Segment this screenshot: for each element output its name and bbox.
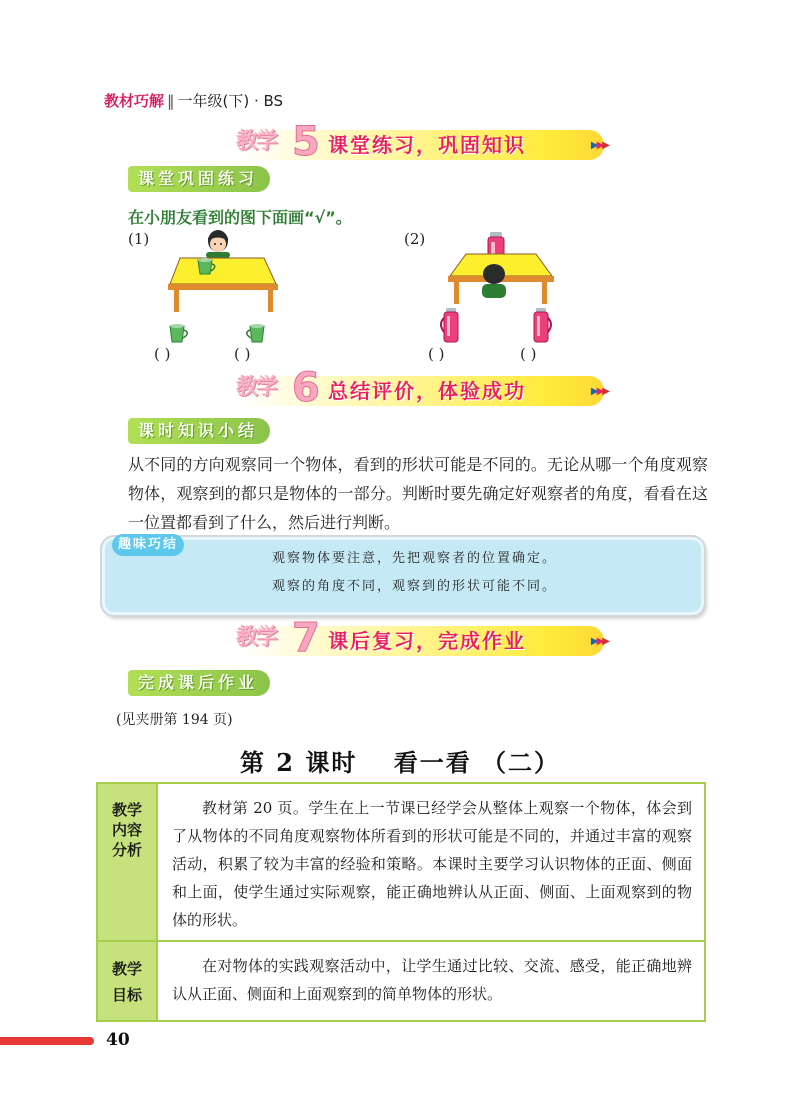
lesson-info-table	[96, 782, 706, 1022]
arrow-icon: ▶▶▶	[590, 386, 608, 397]
step-title: 总结评价，体验成功	[328, 379, 526, 403]
grade-label: 一年级(下) · BS	[177, 92, 284, 110]
step-number: 5	[292, 119, 320, 165]
header-separator: ‖	[167, 92, 175, 110]
fun-summary-tag: 趣味巧结	[112, 534, 184, 556]
step-tag: 教学	[236, 625, 277, 650]
answer-blank[interactable]: ( )	[520, 345, 537, 363]
exercise-2-illustration	[436, 228, 566, 310]
row-label-text: 教学目标	[111, 960, 142, 1004]
thermos-option-2-icon	[528, 306, 554, 346]
table-divider	[98, 940, 704, 942]
step-tag: 教学	[236, 129, 277, 154]
answer-blank[interactable]: ( )	[428, 345, 445, 363]
arrow-icon: ▶▶▶	[590, 636, 608, 647]
row-label-teaching-goals	[98, 956, 156, 1008]
exercise-2-label: (2)	[404, 230, 426, 248]
page-number: 40	[106, 1030, 130, 1050]
fun-line-1: 观察物体要注意，先把观察者的位置确定。	[272, 551, 558, 566]
cup-option-2-icon	[240, 322, 270, 346]
exercise-instruction: 在小朋友看到的图下面画“√”。	[128, 208, 352, 227]
step5-banner	[236, 119, 608, 168]
exercise-1-label: (1)	[128, 230, 150, 248]
step-tag: 教学	[236, 375, 277, 400]
summary-paragraph: 从不同的方向观察同一个物体，看到的形状可能是不同的。无论从哪一个角度观察物体，观察到的都只是物体的一部分。判断时要先确定好观察者的角度，看看在这一位置都看到了什么，然后进行判断。	[128, 455, 708, 532]
arrow-icon: ▶▶▶	[590, 140, 608, 151]
page-header	[104, 90, 283, 111]
lesson-title: 第 2 课时 看一看 （二）	[239, 748, 561, 777]
cup-option-1-icon	[164, 322, 194, 346]
answer-blank[interactable]: ( )	[154, 345, 171, 363]
section-pill-practice: 课堂巩固练习	[128, 166, 270, 192]
thermos-option-1-icon	[438, 306, 464, 346]
child-figure	[206, 230, 230, 258]
step-title: 课后复习，完成作业	[328, 629, 526, 653]
book-brand: 教材巧解	[104, 92, 165, 110]
step7-banner	[236, 615, 608, 664]
section-pill-summary: 课时知识小结	[128, 418, 270, 444]
content-analysis-text: 教材第 20 页。学生在上一节课已经学会从整体上观察一个物体，体会到了从物体的不同角度观察物体所看到的形状可能是不同的，并通过丰富的观察活动，积累了较为丰富的经验和策略。本课时主要学习认识物体的正面、侧面和上面，使学生通过实际观察，能正确地辨认从正面、侧面、上面观察到的物体的形状。	[172, 799, 692, 929]
fun-line-2: 观察的角度不同，观察到的形状可能不同。	[272, 579, 558, 594]
step6-banner	[236, 365, 608, 414]
step-number: 7	[292, 615, 320, 661]
section-pill-homework: 完成课后作业	[128, 670, 270, 696]
answer-blank[interactable]: ( )	[234, 345, 251, 363]
step-title: 课堂练习，巩固知识	[328, 133, 526, 157]
homework-reference: (见夹册第 194 页)	[116, 712, 233, 728]
table-divider	[156, 784, 158, 1020]
row-label-content-analysis	[98, 800, 156, 860]
teaching-goals-text: 在对物体的实践观察活动中，让学生通过比较、交流、感受，能正确地辨认从正面、侧面和上面观察到的简单物体的形状。	[172, 957, 692, 1003]
footer-red-bar	[0, 1037, 94, 1045]
step-number: 6	[292, 365, 320, 411]
row-label-text: 教学内容分析	[111, 801, 142, 859]
